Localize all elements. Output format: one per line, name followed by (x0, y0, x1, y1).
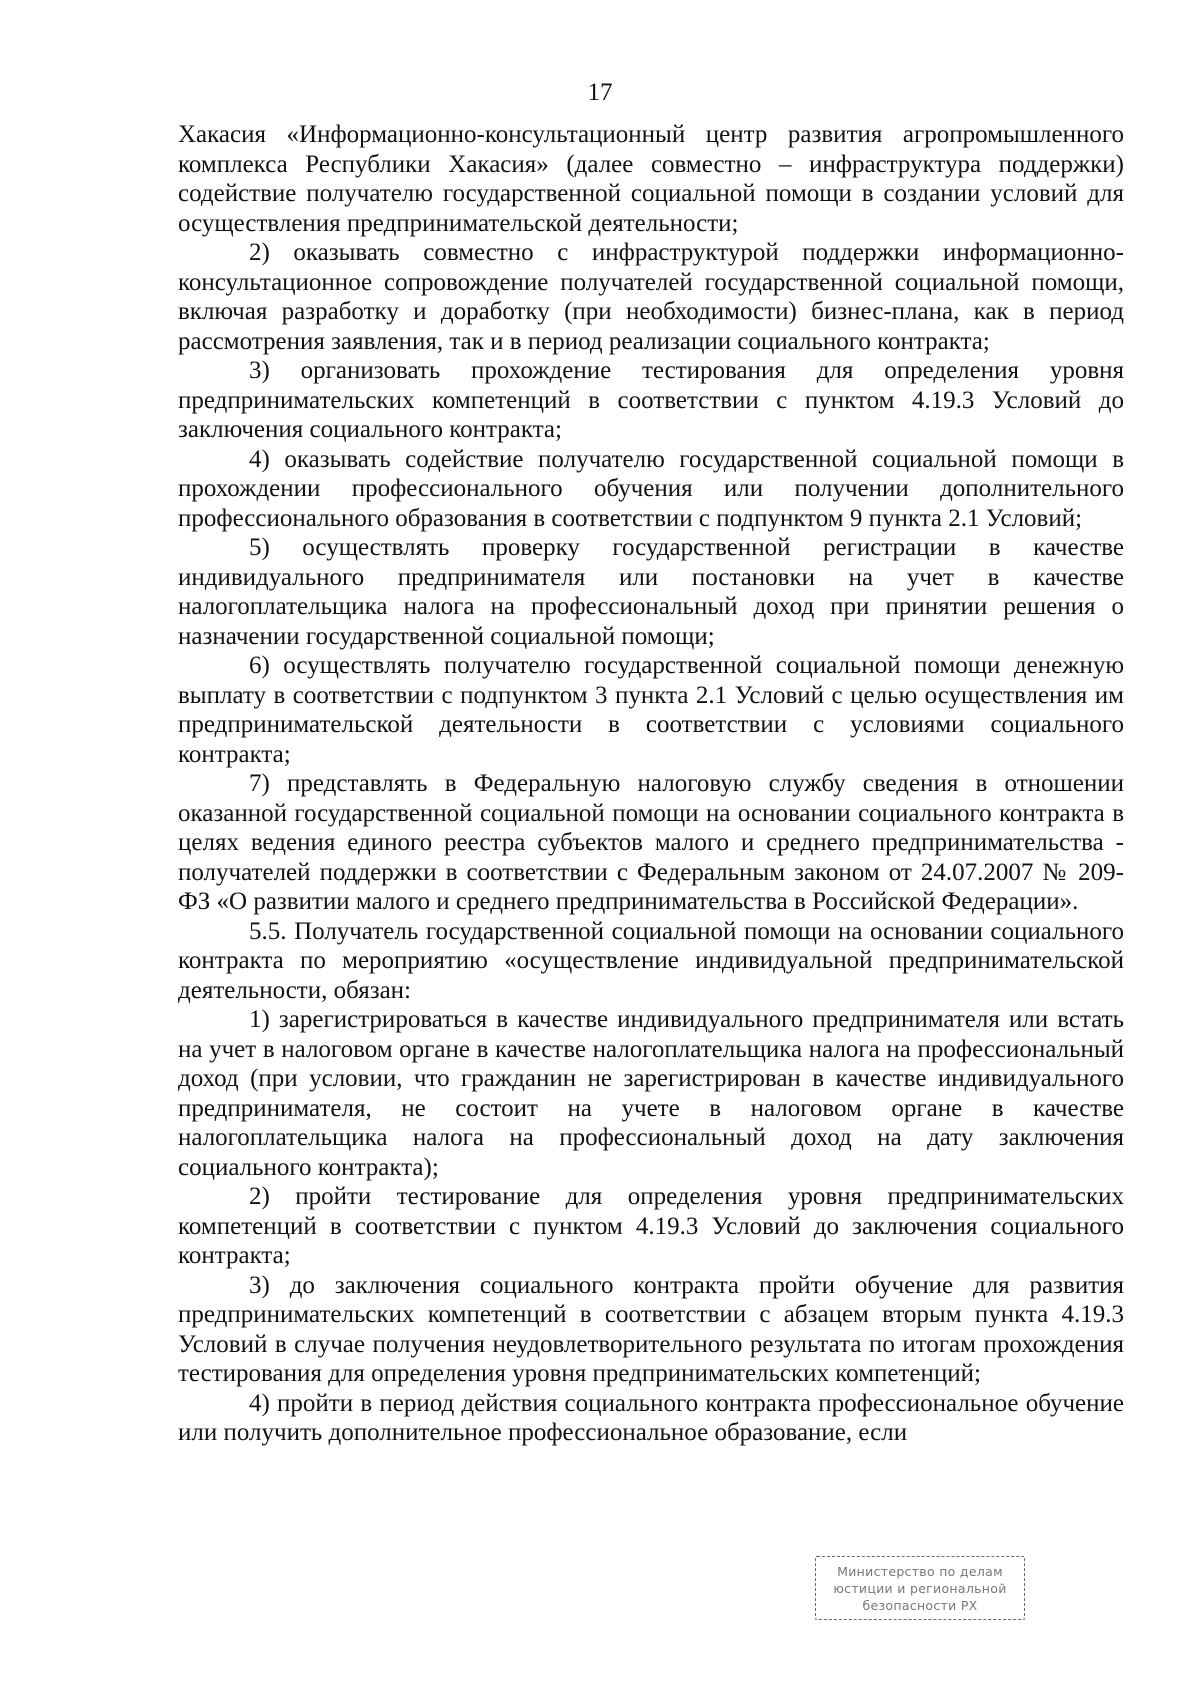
paragraph: 5.5. Получатель государственной социальной помощи на основании социального контракта по мероприятию «осуществление индивидуальной предпринимательской деятельности, обязан: (178, 917, 1124, 1004)
paragraph: 6) осуществлять получателю государственной социальной помощи денежную выплату в соответствии с подпунктом 3 пункта 2.1 Условий с целью осуществления им предпринимательской деятельности в соответствии с условиями социального контракта; (178, 652, 1124, 768)
page-number: 17 (587, 79, 613, 106)
paragraph: 3) организовать прохождение тестирования для определения уровня предпринимательских компетенций в соответствии с пунктом 4.19.3 Условий до заключения социального контракта; (178, 357, 1124, 443)
document-body (178, 120, 1124, 1448)
registration-stamp (815, 1556, 1025, 1620)
stamp-line: безопасности РХ (862, 1598, 978, 1613)
stamp-line: юстиции и региональной (833, 1581, 1007, 1596)
paragraph: 4) пройти в период действия социального контракта профессиональное обучение или получить дополнительное профессиональное образование, если (178, 1389, 1124, 1446)
paragraph: 7) представлять в Федеральную налоговую службу сведения в отношении оказанной государственной социальной помощи на основании социального контракта в целях ведения единого реестра субъектов малого и среднего предпринимательства - получателей поддержки в соответствии с Федеральным законом от 24.07.2007 № 209-ФЗ «О развитии малого и среднего предпринимательства в Российской Федерации». (178, 770, 1124, 915)
paragraph: 1) зарегистрироваться в качестве индивидуального предпринимателя или встать на учет в налоговом органе в качестве налогоплательщика налога на профессиональный доход (при условии, что гражданин не зарегистрирован в качестве индивидуального предпринимателя, не состоит на учете в налоговом органе в качестве налогоплательщика налога на профессиональный доход на дату заключения социального контракта); (178, 1006, 1124, 1181)
paragraph: Хакасия «Информационно-консультационный центр развития агропромышленного комплекса Республики Хакасия» (далее совместно – инфраструктура поддержки) содействие получателю государственной социальной помощи в создании условий для осуществления предпринимательской деятельности; (178, 121, 1124, 237)
paragraph: 5) осуществлять проверку государственной регистрации в качестве индивидуального предпринимателя или постановки на учет в качестве налогоплательщика налога на профессиональный доход при принятии решения о назначении государственной социальной помощи; (178, 534, 1124, 650)
paragraph: 2) оказывать совместно с инфраструктурой поддержки информационно-консультационное сопровождение получателей государственной социальной помощи, включая разработку и доработку (при необходимости) бизнес-плана, как в период рассмотрения заявления, так и в период реализации социального контракта; (178, 239, 1124, 355)
paragraph: 4) оказывать содействие получателю государственной социальной помощи в прохождении профессионального обучения или получении дополнительного профессионального образования в соответствии с подпунктом 9 пункта 2.1 Условий; (178, 445, 1124, 532)
paragraph: 3) до заключения социального контракта пройти обучение для развития предпринимательских компетенций в соответствии с абзацем вторым пункта 4.19.3 Условий в случае получения неудовлетворительного результата по итогам прохождения тестирования для определения уровня предпринимательских компетенций; (178, 1271, 1124, 1387)
stamp-line: Министерство по делам (837, 1564, 1003, 1579)
paragraph: 2) пройти тестирование для определения уровня предпринимательских компетенций в соответствии с пунктом 4.19.3 Условий до заключения социального контракта; (178, 1183, 1124, 1269)
